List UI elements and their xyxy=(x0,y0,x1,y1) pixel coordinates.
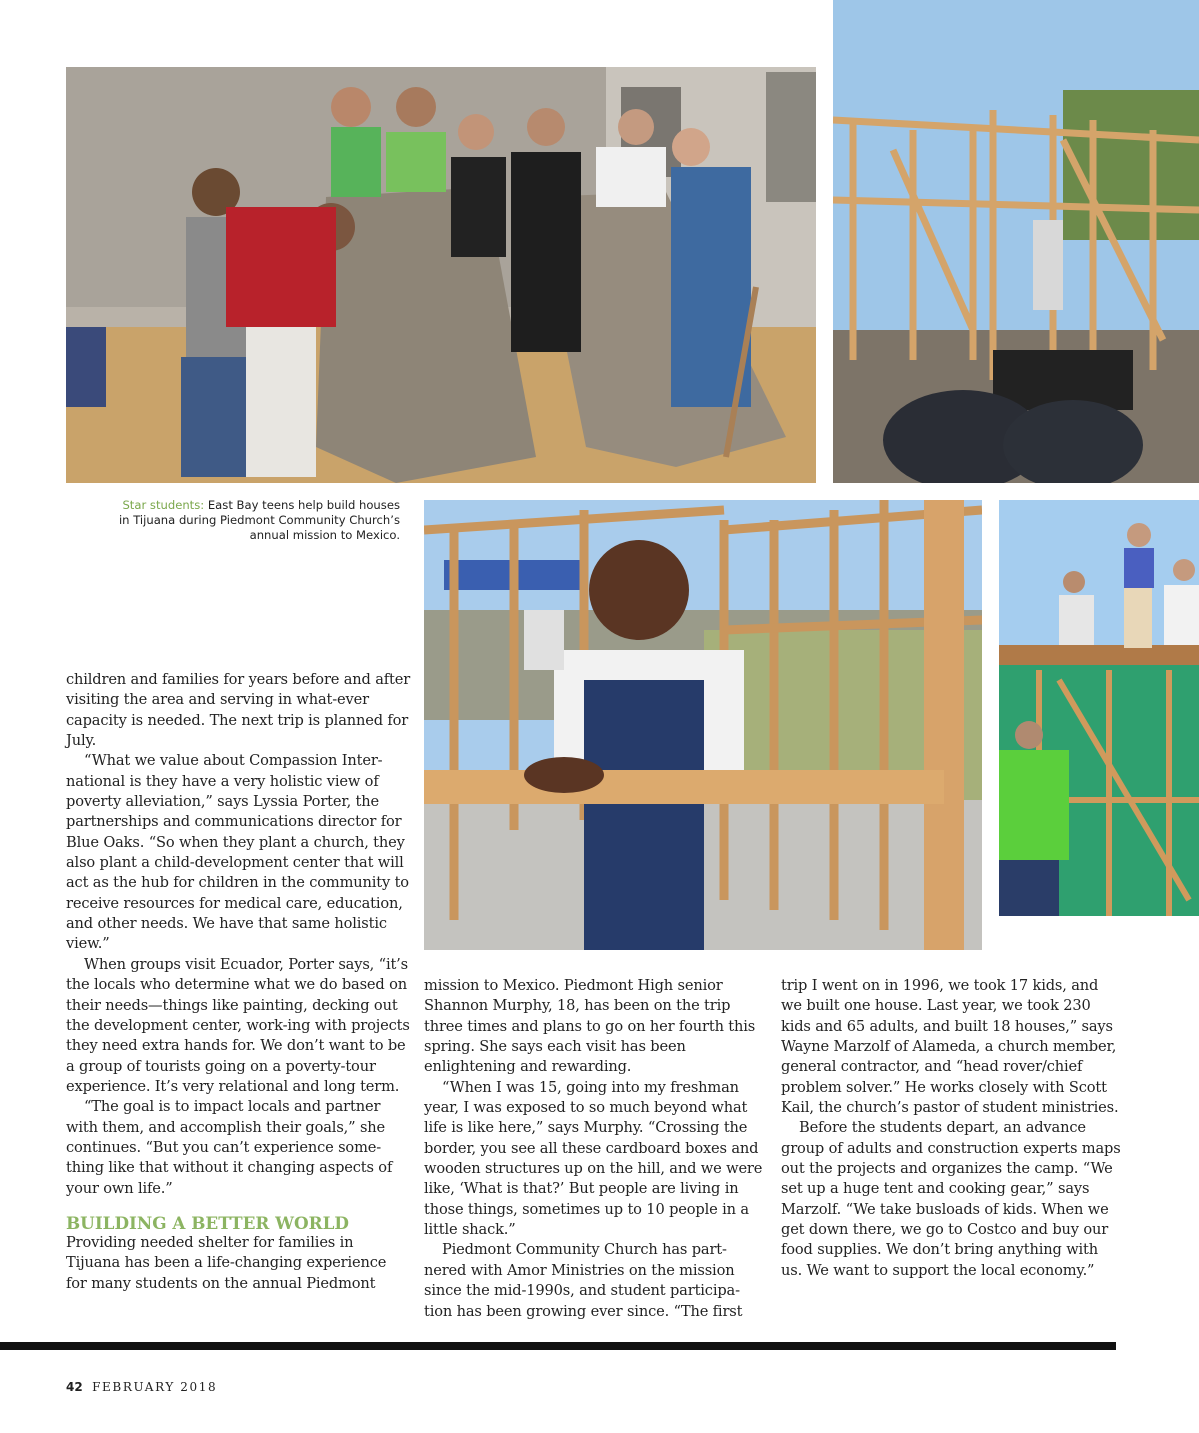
photo-boy-overalls xyxy=(424,500,982,950)
photo-roof-workers xyxy=(999,500,1199,916)
article-column-3 xyxy=(781,976,1121,1281)
photo-teens-wheelbarrows xyxy=(66,67,816,483)
caption-lead: Star students: xyxy=(122,498,205,512)
section-subhead: BUILDING A BETTER WORLD xyxy=(66,1212,349,1233)
issue-date: FEBRUARY 2018 xyxy=(92,1380,218,1394)
article-column-1 xyxy=(66,670,411,1294)
footer-rule xyxy=(0,1342,1116,1350)
paragraph: trip I went on in 1996, we took 17 kids, and we built one house. Last year, we took 230 kids and 65 adults, and built 18 houses,” says Wayne Marzolf of Alameda, a church member, general contractor, and “head rover/chief problem solver.” He works closely with Scott Kail, the church’s pastor of student ministries. xyxy=(781,977,1119,1117)
paragraph: Before the students depart, an advance group of adults and construction experts maps out the projects and organizes the camp. “We set up a huge tent and cooking gear,” says Marzolf. “We take busloads of kids. When we get down there, we go to Costco and buy our food supplies. We don’t bring anything with us. We want to support the local economy.” xyxy=(781,1119,1121,1279)
paragraph: Piedmont Community Church has part-nered with Amor Ministries on the mission since the mid-1990s, and student participa-tion has been growing ever since. “The first xyxy=(424,1241,743,1320)
article-column-2 xyxy=(424,976,764,1322)
caption-text: East Bay teens help build houses in Tijuana during Piedmont Community Church’s annual mission to Mexico. xyxy=(118,498,400,542)
photo-house-framing xyxy=(833,0,1199,483)
paragraph: Providing needed shelter for families in Tijuana has been a life-changing experience for many students on the annual Piedmont xyxy=(66,1233,387,1292)
photo-caption xyxy=(110,498,400,543)
page-folio xyxy=(66,1380,217,1394)
paragraph: “What we value about Compassion Inter-national is they have a very holistic view of poverty alleviation,” says Lyssia Porter, the partnerships and communications director for Blue Oaks. “So when they plant a church, they also plant a child-development center that will act as the hub for children in the community to receive resources for medical care, education, and other needs. We have that same holistic view.” xyxy=(66,752,409,953)
paragraph: When groups visit Ecuador, Porter says, “it’s the locals who determine what we do based on their needs—things like painting, decking out the development center, work-ing with projects they need extra hands for. We don’t want to be a group of tourists going on a poverty-tour experience. It’s very relational and long term. xyxy=(66,955,410,1095)
paragraph: “The goal is to impact locals and partner with them, and accomplish their goals,” she continues. “But you can’t experience some-thing like that without it changing aspects of your own life.” xyxy=(66,1098,393,1197)
paragraph: mission to Mexico. Piedmont High senior Shannon Murphy, 18, has been on the trip three times and plans to go on her fourth this spring. She says each visit has been enlightening and rewarding. xyxy=(424,977,756,1076)
page-number: 42 xyxy=(66,1380,83,1394)
paragraph: “When I was 15, going into my freshman year, I was exposed to so much beyond what life is like here,” says Murphy. “Crossing the border, you see all these cardboard boxes and wooden structures up on the hill, and we were like, ‘What is that?’ But people are living in those things, sometimes up to 10 people in a little shack.” xyxy=(424,1078,763,1239)
paragraph: children and families for years before and after visiting the area and serving in what-ever capacity is needed. The next trip is planned for July. xyxy=(66,671,411,750)
